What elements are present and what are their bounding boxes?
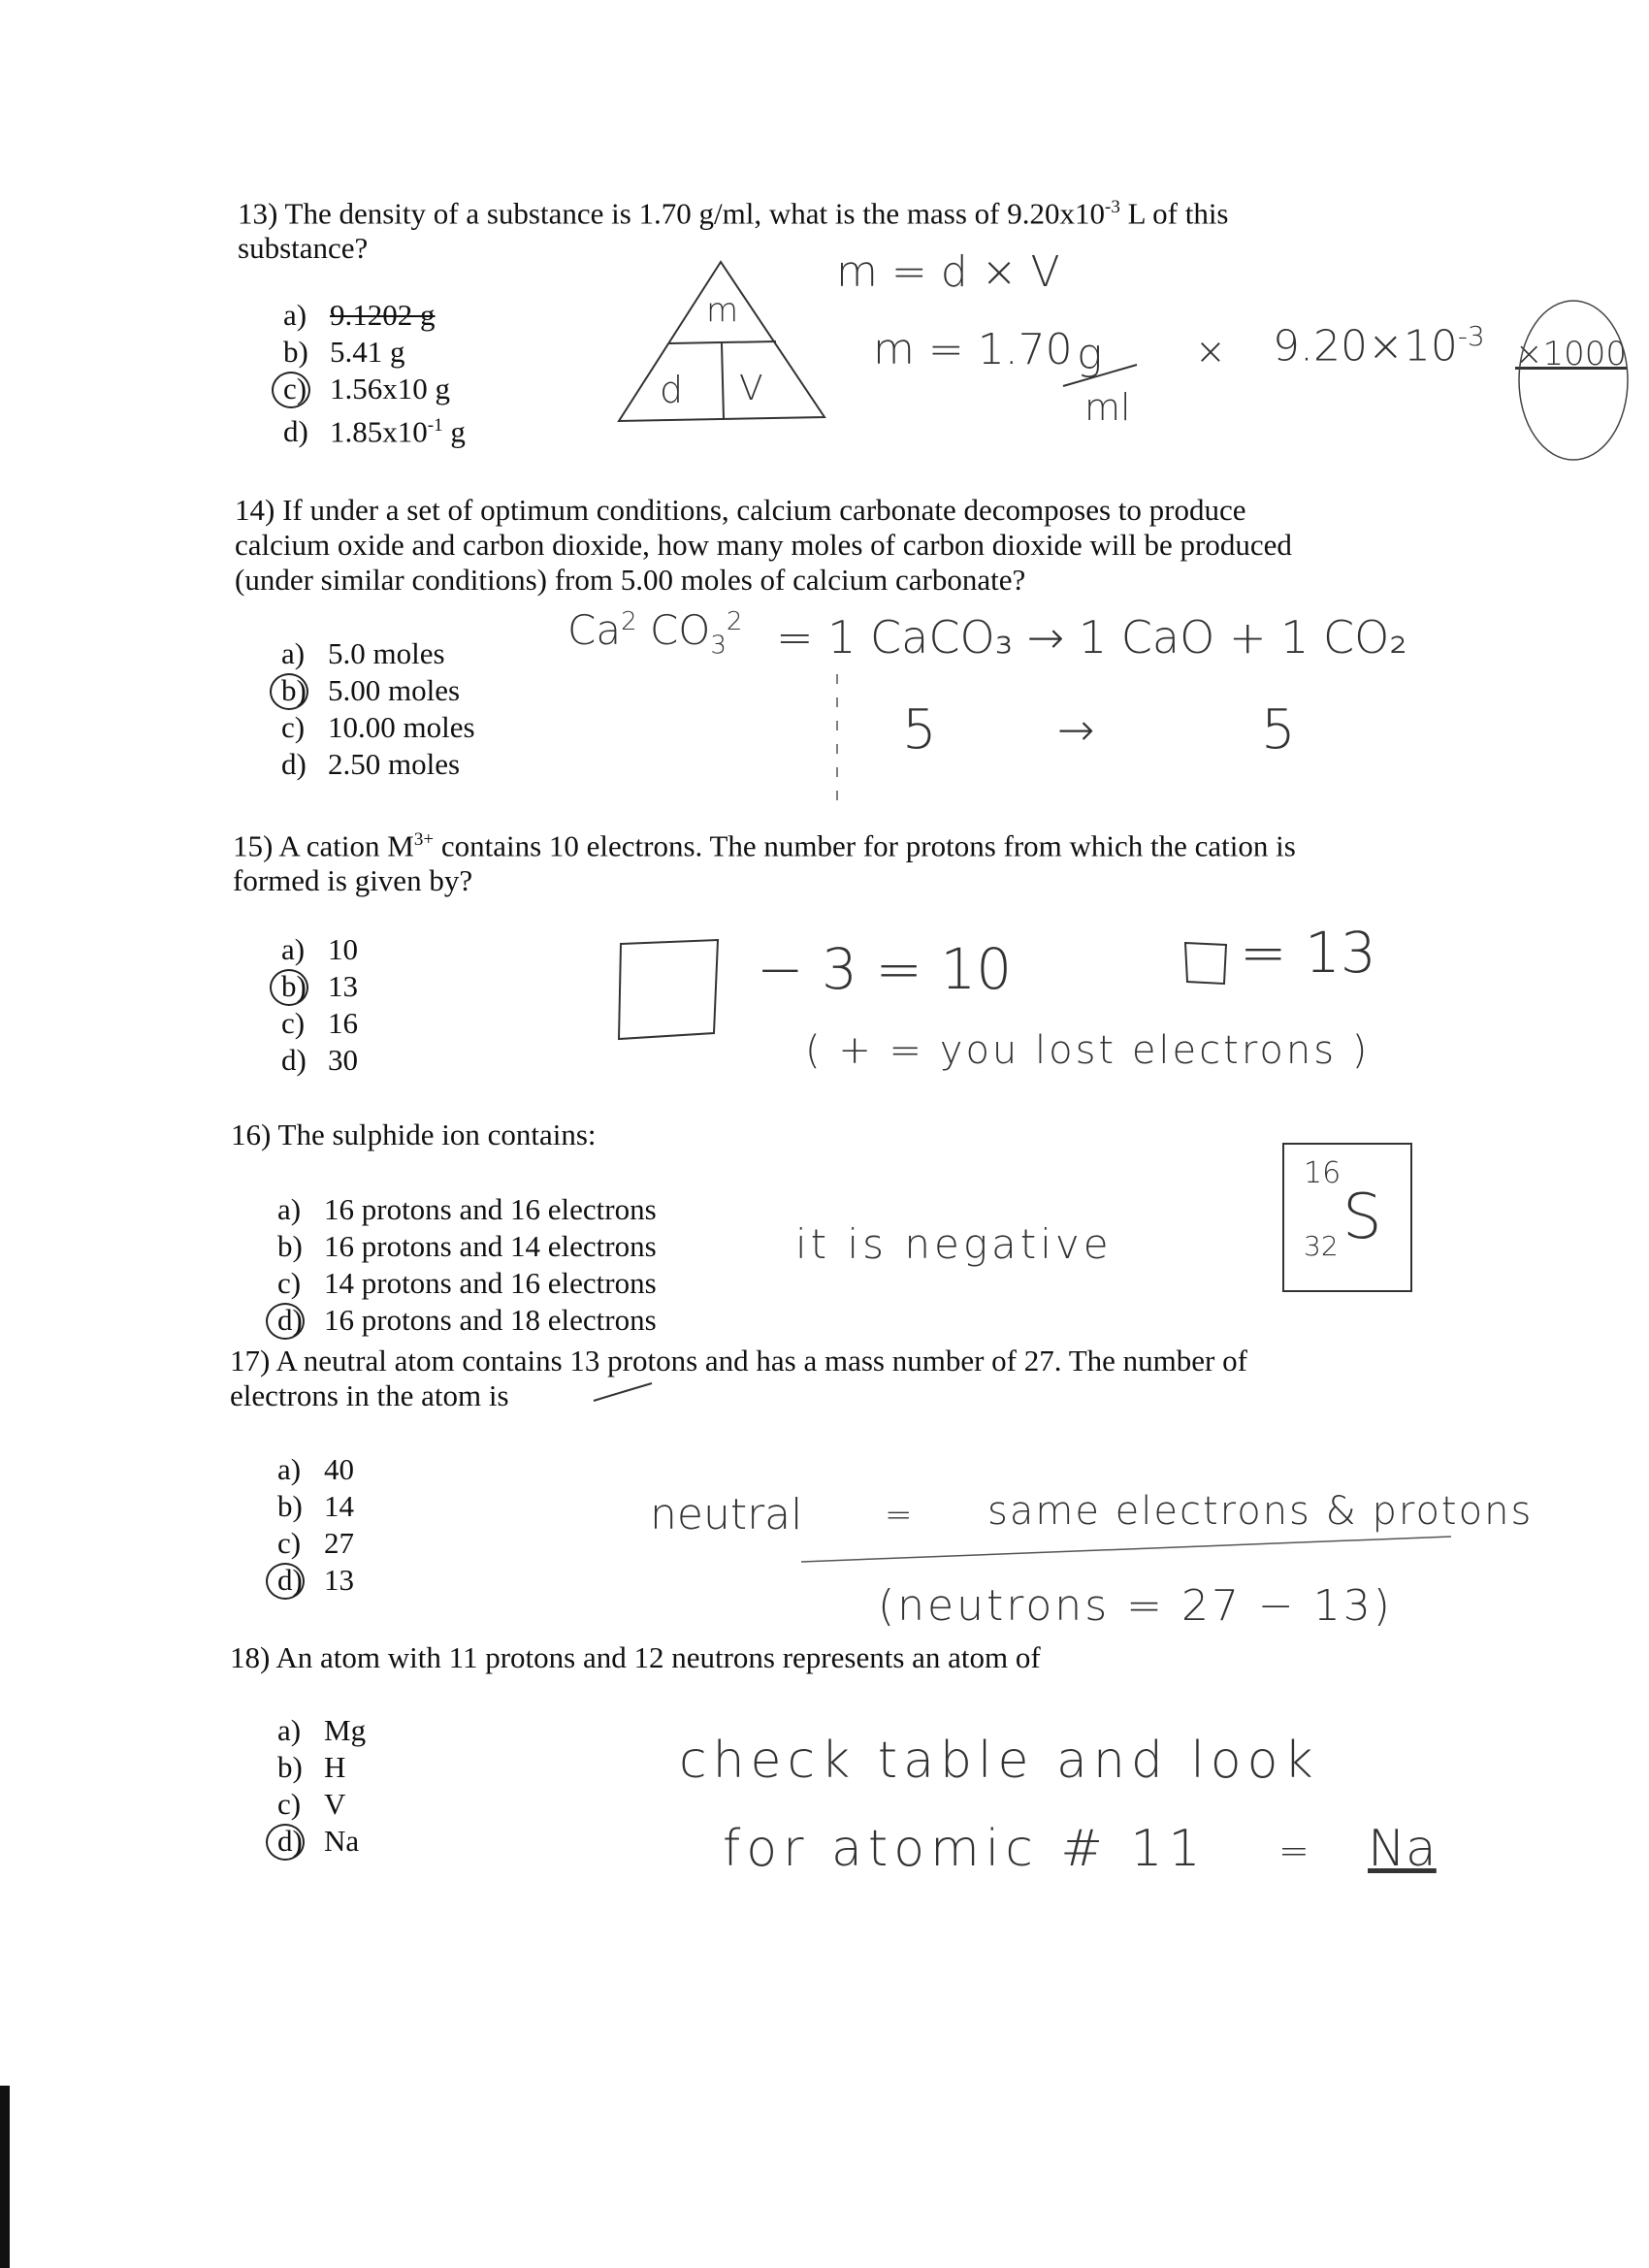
q14-mole-arrow: →	[1057, 703, 1095, 756]
q13-mass-eq: m = 1.70	[873, 325, 1073, 374]
answer-circle-mark	[266, 1563, 305, 1600]
q17-neutral: neutral	[650, 1490, 803, 1539]
q14-balanced-equation: = 1 CaCO₃ → 1 CaO + 1 CO₂	[776, 611, 1407, 664]
option-17c[interactable]: c) 27	[277, 1526, 354, 1560]
q18-note-line2: for atomic # 11	[723, 1820, 1207, 1878]
question-13-options	[283, 297, 466, 450]
element-mass-number: 32	[1304, 1230, 1339, 1262]
question-13-text-line2: substance?	[238, 231, 369, 266]
q13-conversion-factor: ×1000	[1515, 335, 1628, 373]
q14-reactant-ions: Ca$^2$ $CO_3^2$	[567, 606, 743, 661]
question-18-text: 18) An atom with 11 protons and 12 neutrons represents an atom of	[230, 1640, 1041, 1674]
q13-unit-ml: ml	[1084, 386, 1131, 429]
question-18-options	[277, 1712, 366, 1860]
answer-circle-mark	[266, 1824, 305, 1861]
answer-circle-mark	[266, 1303, 305, 1340]
q14-mole-right: 5	[1261, 698, 1296, 761]
question-17-text-line2: electrons in the atom is	[230, 1378, 509, 1412]
option-16d[interactable]: d) 16 protons and 18 electrons	[277, 1302, 657, 1339]
q17-note-underline	[795, 1533, 1455, 1571]
q14-mole-left: 5	[902, 698, 937, 761]
question-16	[231, 1118, 597, 1152]
option-14d[interactable]: d) 2.50 moles	[281, 747, 461, 781]
q17-underline-mark	[590, 1377, 658, 1407]
q18-note-line1: check table and look	[679, 1732, 1319, 1790]
option-17b[interactable]: b) 14	[277, 1489, 354, 1523]
question-15-text-line2: formed is given by?	[233, 863, 473, 898]
question-17-options	[277, 1451, 354, 1599]
option-13b[interactable]: b) 5.41 g	[283, 335, 405, 369]
density-triangle-diagram	[609, 254, 832, 429]
option-14c[interactable]: c) 10.00 moles	[281, 710, 475, 744]
q13-unit-g: g	[1077, 330, 1103, 379]
option-15a[interactable]: a) 10	[281, 932, 358, 966]
option-13c[interactable]: c) 1.56x10 g	[283, 371, 466, 407]
answer-circle-mark	[270, 969, 308, 1006]
answer-circle-mark	[272, 372, 310, 408]
q16-note: it is negative	[795, 1220, 1113, 1268]
question-15-text: 15) A cation $M^{3+}$ contains 10 electrons. The number for protons from which the cation is	[233, 828, 1296, 863]
question-15-options	[281, 931, 358, 1079]
option-13d[interactable]: d) $1.85x10^{-1}$ g	[283, 414, 466, 449]
question-14	[235, 493, 1292, 598]
question-14-options	[281, 635, 475, 783]
option-18d[interactable]: d) Na	[277, 1823, 366, 1860]
triangle-m-label: m	[706, 291, 739, 330]
option-16a[interactable]: a) 16 protons and 16 electrons	[277, 1192, 657, 1226]
option-16b[interactable]: b) 16 protons and 14 electrons	[277, 1229, 657, 1263]
q15-small-box	[1181, 939, 1230, 988]
factor-circle-mark	[1513, 291, 1634, 470]
question-17-text: 17) A neutral atom contains 13 protons and has a mass number of 27. The number of	[230, 1344, 1247, 1377]
answer-circle-mark	[270, 673, 308, 710]
q15-answer: = 13	[1240, 920, 1376, 986]
option-18b[interactable]: b) H	[277, 1750, 346, 1784]
option-15d[interactable]: d) 30	[281, 1043, 358, 1077]
option-17a[interactable]: a) 40	[277, 1452, 354, 1486]
periodic-element-box	[1282, 1143, 1412, 1292]
option-17d[interactable]: d) 13	[277, 1562, 354, 1599]
q17-neutrons-note: (neutrons = 27 − 13)	[878, 1581, 1393, 1631]
question-17	[230, 1344, 1247, 1413]
element-atomic-number: 16	[1304, 1156, 1342, 1190]
q15-note: ( + = you lost electrons )	[805, 1028, 1371, 1073]
question-16-options	[277, 1191, 657, 1339]
question-13-text: 13) The density of a substance is 1.70 g/ml, what is the mass of $9.20x10^{-3}$ L of this	[238, 196, 1229, 231]
q15-equation: − 3 = 10	[757, 936, 1013, 1002]
question-16-text: 16) The sulphide ion contains:	[231, 1118, 597, 1151]
option-14b[interactable]: b) 5.00 moles	[281, 672, 475, 709]
question-14-text: 14) If under a set of optimum conditions, calcium carbonate decomposes to produce	[235, 493, 1246, 527]
option-15b[interactable]: b) 13	[281, 968, 358, 1005]
q13-formula: m = d × V	[836, 247, 1060, 297]
triangle-d-label: d	[660, 369, 684, 411]
question-14-text-line2: calcium oxide and carbon dioxide, how many moles of carbon dioxide will be produced	[235, 528, 1292, 562]
option-13a[interactable]: a) 9.1202 g	[283, 298, 436, 332]
q17-equals: =	[885, 1496, 913, 1535]
question-18	[230, 1640, 1041, 1675]
q18-answer: Na	[1368, 1820, 1437, 1878]
q18-equals: =	[1278, 1830, 1310, 1872]
q13-times: ×	[1195, 330, 1226, 373]
q14-divider-line	[832, 674, 842, 815]
option-15c[interactable]: c) 16	[281, 1006, 358, 1040]
option-18c[interactable]: c) V	[277, 1787, 346, 1821]
option-16c[interactable]: c) 14 protons and 16 electrons	[277, 1266, 657, 1300]
q13-volume-value: $9.20\times 10^{-3}$	[1273, 320, 1485, 372]
question-14-text-line3: (under similar conditions) from 5.00 moles of calcium carbonate?	[235, 563, 1026, 597]
q15-unknown-box	[613, 936, 725, 1043]
element-symbol: S	[1342, 1182, 1382, 1253]
triangle-v-label: V	[739, 369, 763, 408]
question-15	[233, 823, 1296, 898]
q17-same-note: same electrons & protons	[987, 1489, 1534, 1534]
option-14a[interactable]: a) 5.0 moles	[281, 636, 445, 670]
scan-edge-shadow	[0, 2086, 10, 2268]
option-18a[interactable]: a) Mg	[277, 1713, 367, 1747]
